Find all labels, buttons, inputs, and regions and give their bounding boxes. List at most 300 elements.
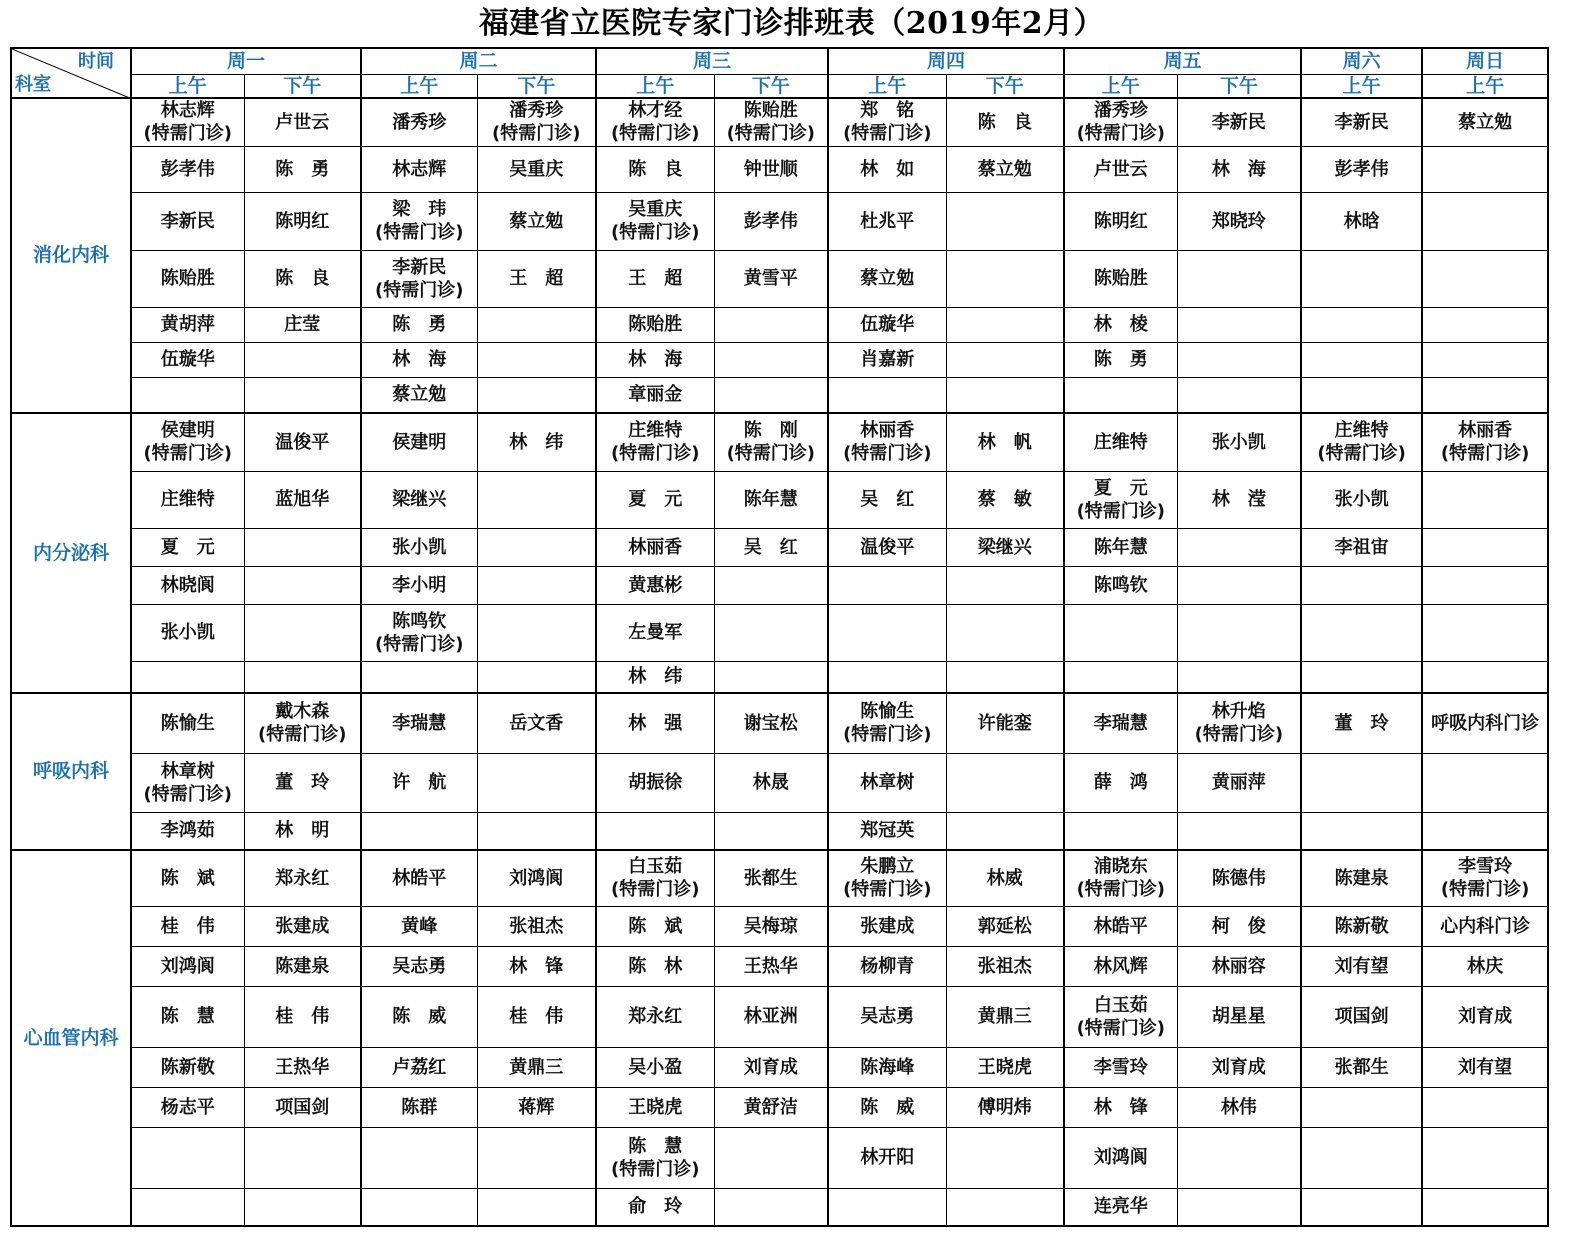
doctor-cell: 林晟 [714,753,828,812]
doctor-cell: 陈 勇 [244,146,361,192]
doctor-cell: 项国剑 [244,1087,361,1127]
doctor-cell: 黄惠彬 [596,566,714,604]
doctor-cell [244,377,361,413]
doctor-cell: 连亮华 [1064,1188,1177,1226]
doctor-cell: 肖嘉新 [828,342,946,377]
doctor-cell [244,528,361,566]
doctor-cell: 呼吸内科门诊 [1422,693,1548,753]
doctor-cell: 林 滢 [1177,471,1301,528]
day-header: 周日 [1422,48,1548,74]
doctor-cell: 陈鸣钦 [1064,566,1177,604]
doctor-cell [596,812,714,850]
doctor-cell [1301,566,1422,604]
doctor-cell [714,1127,828,1188]
doctor-cell [244,661,361,693]
doctor-cell: 黄舒洁 [714,1087,828,1127]
doctor-cell [131,661,244,693]
doctor-cell [1422,342,1548,377]
doctor-cell: 陈 威 [828,1087,946,1127]
doctor-cell: 杨柳青 [828,946,946,986]
doctor-cell: 蔡立勉 [361,377,477,413]
doctor-cell: 彭孝伟 [1301,146,1422,192]
doctor-cell: 林 如 [828,146,946,192]
doctor-cell: 庄维特 [131,471,244,528]
slot-header: 上午 [1301,74,1422,98]
doctor-cell [946,1127,1064,1188]
table-row [11,250,1548,307]
doctor-cell: 陈贻胜 [596,307,714,342]
table-row [11,661,1548,693]
doctor-cell: 张祖杰 [477,906,596,946]
day-header: 周六 [1301,48,1422,74]
doctor-cell: 林开阳 [828,1127,946,1188]
doctor-cell [1422,812,1548,850]
doctor-cell: 陈 良 [946,98,1064,146]
day-header: 周四 [828,48,1064,74]
doctor-cell: 黄胡萍 [131,307,244,342]
doctor-cell: 伍璇华 [828,307,946,342]
doctor-cell: 董 玲 [1301,693,1422,753]
doctor-cell: 林 强 [596,693,714,753]
doctor-cell: 桂 伟 [244,986,361,1047]
doctor-cell: 岳文香 [477,693,596,753]
doctor-cell: 陈鸣钦 (特需门诊) [361,604,477,661]
slot-header: 上午 [596,74,714,98]
doctor-cell [1422,604,1548,661]
doctor-cell: 伍璇华 [131,342,244,377]
doctor-cell: 王晓虎 [946,1047,1064,1087]
doctor-cell: 黄鼎三 [477,1047,596,1087]
day-header: 周二 [361,48,596,74]
doctor-cell: 林伟 [1177,1087,1301,1127]
doctor-cell [477,604,596,661]
doctor-cell [1422,471,1548,528]
doctor-cell: 项国剑 [1301,986,1422,1047]
doctor-cell: 柯 俊 [1177,906,1301,946]
doctor-cell [361,1127,477,1188]
doctor-cell: 陈 刚 (特需门诊) [714,413,828,471]
doctor-cell: 浦晓东 (特需门诊) [1064,850,1177,906]
doctor-cell: 林 锋 [1064,1087,1177,1127]
doctor-cell: 陈愉生 [131,693,244,753]
doctor-cell: 庄维特 [1064,413,1177,471]
doctor-cell: 黄鼎三 [946,986,1064,1047]
doctor-cell: 杜兆平 [828,192,946,250]
doctor-cell: 潘秀珍 [361,98,477,146]
doctor-cell: 林亚洲 [714,986,828,1047]
doctor-cell: 章丽金 [596,377,714,413]
slot-header: 下午 [946,74,1064,98]
doctor-cell: 林 棱 [1064,307,1177,342]
doctor-cell: 林丽容 [1177,946,1301,986]
doctor-cell: 陈年慧 [1064,528,1177,566]
doctor-cell: 林丽香 (特需门诊) [1422,413,1548,471]
doctor-cell: 刘育成 [714,1047,828,1087]
doctor-cell: 左曼军 [596,604,714,661]
slot-header: 下午 [714,74,828,98]
doctor-cell: 庄莹 [244,307,361,342]
table-row [11,812,1548,850]
doctor-cell: 陈 斌 [596,906,714,946]
doctor-cell [1177,342,1301,377]
doctor-cell: 蔡立勉 [477,192,596,250]
table-row [11,906,1548,946]
slot-header: 下午 [1177,74,1301,98]
table-row [11,528,1548,566]
doctor-cell: 李小明 [361,566,477,604]
doctor-cell [1177,307,1301,342]
doctor-cell: 许 航 [361,753,477,812]
doctor-cell: 潘秀珍 (特需门诊) [477,98,596,146]
doctor-cell: 林晓阆 [131,566,244,604]
doctor-cell: 李新民 (特需门诊) [361,250,477,307]
doctor-cell: 林章树 (特需门诊) [131,753,244,812]
doctor-cell [477,342,596,377]
doctor-cell: 陈明红 [1064,192,1177,250]
doctor-cell [1301,377,1422,413]
department-name: 心血管内科 [11,850,131,1226]
doctor-cell: 白玉茹 (特需门诊) [1064,986,1177,1047]
table-row [11,146,1548,192]
doctor-cell [946,192,1064,250]
doctor-cell: 陈 慧 (特需门诊) [596,1127,714,1188]
doctor-cell [1422,377,1548,413]
doctor-cell [946,377,1064,413]
doctor-cell: 陈新敬 [1301,906,1422,946]
doctor-cell: 林 纬 [596,661,714,693]
doctor-cell [244,342,361,377]
doctor-cell: 卢荔红 [361,1047,477,1087]
doctor-cell: 心内科门诊 [1422,906,1548,946]
department-name: 呼吸内科 [11,693,131,850]
doctor-cell [1422,566,1548,604]
doctor-cell: 陈明红 [244,192,361,250]
doctor-cell: 张建成 [828,906,946,946]
doctor-cell [1177,604,1301,661]
schedule-table [10,47,1549,1227]
doctor-cell: 庄维特 (特需门诊) [1301,413,1422,471]
doctor-cell: 白玉茹 (特需门诊) [596,850,714,906]
doctor-cell [1177,566,1301,604]
doctor-cell [131,1188,244,1226]
table-row [11,850,1548,906]
doctor-cell: 陈新敬 [131,1047,244,1087]
doctor-cell [1301,1127,1422,1188]
doctor-cell [131,1127,244,1188]
doctor-cell: 林晗 [1301,192,1422,250]
doctor-cell: 潘秀珍 (特需门诊) [1064,98,1177,146]
doctor-cell: 黄峰 [361,906,477,946]
doctor-cell: 陈愉生 (特需门诊) [828,693,946,753]
doctor-cell: 庄维特 (特需门诊) [596,413,714,471]
doctor-cell: 蔡立勉 [946,146,1064,192]
doctor-cell [1177,1127,1301,1188]
doctor-cell: 李雪玲 [1064,1047,1177,1087]
doctor-cell [1422,192,1548,250]
doctor-cell [714,604,828,661]
doctor-cell: 陈群 [361,1087,477,1127]
doctor-cell [1177,528,1301,566]
doctor-cell: 刘鸿阆 [1064,1127,1177,1188]
doctor-cell: 俞 玲 [596,1188,714,1226]
doctor-cell: 陈 慧 [131,986,244,1047]
department-name: 消化内科 [11,98,131,413]
doctor-cell: 彭孝伟 [131,146,244,192]
doctor-cell [1301,1188,1422,1226]
doctor-cell: 吴志勇 [828,986,946,1047]
doctor-cell [477,377,596,413]
doctor-cell: 吴梅琼 [714,906,828,946]
doctor-cell: 林庆 [1422,946,1548,986]
doctor-cell: 张都生 [1301,1047,1422,1087]
doctor-cell: 郑晓玲 [1177,192,1301,250]
corner-dept-label: 科室 [15,74,51,95]
doctor-cell: 侯建明 (特需门诊) [131,413,244,471]
table-row [11,946,1548,986]
doctor-cell: 林才经 (特需门诊) [596,98,714,146]
doctor-cell: 李祖宙 [1301,528,1422,566]
doctor-cell: 杨志平 [131,1087,244,1127]
doctor-cell [1301,1087,1422,1127]
doctor-cell [828,604,946,661]
doctor-cell [1422,1127,1548,1188]
doctor-cell: 桂 伟 [477,986,596,1047]
doctor-cell: 吴小盈 [596,1047,714,1087]
doctor-cell: 钟世顺 [714,146,828,192]
doctor-cell: 陈贻胜 (特需门诊) [714,98,828,146]
doctor-cell: 张小凯 [1301,471,1422,528]
doctor-cell: 董 玲 [244,753,361,812]
doctor-cell: 林 海 [361,342,477,377]
doctor-cell [714,307,828,342]
doctor-cell [714,342,828,377]
doctor-cell: 蔡立勉 [828,250,946,307]
doctor-cell: 林丽香 [596,528,714,566]
doctor-cell [946,604,1064,661]
doctor-cell: 陈 斌 [131,850,244,906]
slot-header: 上午 [1064,74,1177,98]
doctor-cell: 张小凯 [1177,413,1301,471]
doctor-cell: 刘有望 [1301,946,1422,986]
doctor-cell: 陈建泉 [244,946,361,986]
doctor-cell: 郑 铭 (特需门诊) [828,98,946,146]
doctor-cell: 夏 元 [596,471,714,528]
doctor-cell [1301,342,1422,377]
doctor-cell: 林 帆 [946,413,1064,471]
day-header: 周一 [131,48,361,74]
doctor-cell [714,377,828,413]
doctor-cell [1177,250,1301,307]
table-row [11,1188,1548,1226]
doctor-cell: 许能銮 [946,693,1064,753]
doctor-cell [361,661,477,693]
doctor-cell: 陈德伟 [1177,850,1301,906]
doctor-cell: 王热华 [714,946,828,986]
doctor-cell [714,1188,828,1226]
doctor-cell [477,753,596,812]
doctor-cell [477,307,596,342]
doctor-cell: 胡振徐 [596,753,714,812]
header-row-slots [11,74,1548,98]
doctor-cell: 王热华 [244,1047,361,1087]
header-corner [11,48,131,98]
doctor-cell: 李新民 [1301,98,1422,146]
doctor-cell: 张小凯 [131,604,244,661]
doctor-cell: 陈 勇 [361,307,477,342]
doctor-cell: 刘鸿阆 [131,946,244,986]
doctor-cell [1301,250,1422,307]
table-row [11,753,1548,812]
doctor-cell: 黄丽萍 [1177,753,1301,812]
table-row [11,1047,1548,1087]
doctor-cell: 林 海 [1177,146,1301,192]
doctor-cell: 黄雪平 [714,250,828,307]
doctor-cell: 胡星星 [1177,986,1301,1047]
doctor-cell: 蓝旭华 [244,471,361,528]
doctor-cell [477,812,596,850]
doctor-cell: 李鸿茹 [131,812,244,850]
day-header: 周三 [596,48,828,74]
table-row [11,1087,1548,1127]
doctor-cell: 蒋辉 [477,1087,596,1127]
doctor-cell [1422,250,1548,307]
doctor-cell: 刘鸿阆 [477,850,596,906]
doctor-cell: 林志辉 [361,146,477,192]
slot-header: 上午 [828,74,946,98]
doctor-cell: 梁 玮 (特需门诊) [361,192,477,250]
doctor-cell: 梁继兴 [946,528,1064,566]
slot-header: 下午 [477,74,596,98]
doctor-cell [828,566,946,604]
slot-header: 上午 [1422,74,1548,98]
day-header: 周五 [1064,48,1301,74]
table-row [11,342,1548,377]
table-row [11,377,1548,413]
doctor-cell: 陈建泉 [1301,850,1422,906]
table-row [11,986,1548,1047]
doctor-cell [1064,812,1177,850]
doctor-cell [1064,377,1177,413]
doctor-cell: 吴 红 [714,528,828,566]
doctor-cell: 夏 元 (特需门诊) [1064,471,1177,528]
table-row [11,413,1548,471]
doctor-cell [361,812,477,850]
doctor-cell [1422,528,1548,566]
doctor-cell: 陈海峰 [828,1047,946,1087]
doctor-cell [828,377,946,413]
doctor-cell: 陈 良 [244,250,361,307]
doctor-cell [1064,661,1177,693]
doctor-cell: 傅明炜 [946,1087,1064,1127]
doctor-cell [714,661,828,693]
doctor-cell [1177,377,1301,413]
doctor-cell: 林章树 [828,753,946,812]
doctor-cell [1301,753,1422,812]
doctor-cell [946,250,1064,307]
header-row-days [11,48,1548,74]
doctor-cell: 林 海 [596,342,714,377]
doctor-cell: 蔡 敏 [946,471,1064,528]
doctor-cell [477,566,596,604]
table-row [11,566,1548,604]
doctor-cell: 卢世云 [1064,146,1177,192]
table-row [11,471,1548,528]
doctor-cell [714,566,828,604]
doctor-cell: 李新民 [131,192,244,250]
corner-time-label: 时间 [78,51,114,72]
table-row [11,192,1548,250]
doctor-cell: 温俊平 [828,528,946,566]
doctor-cell [477,1127,596,1188]
slot-header: 上午 [361,74,477,98]
doctor-cell [477,661,596,693]
doctor-cell [946,1188,1064,1226]
doctor-cell: 侯建明 [361,413,477,471]
doctor-cell: 林 纬 [477,413,596,471]
doctor-cell: 蔡立勉 [1422,98,1548,146]
doctor-cell: 薛 鸿 [1064,753,1177,812]
doctor-cell [1422,1087,1548,1127]
doctor-cell: 张祖杰 [946,946,1064,986]
doctor-cell [477,1188,596,1226]
doctor-cell: 李瑞慧 [1064,693,1177,753]
doctor-cell: 王 超 [477,250,596,307]
doctor-cell: 彭孝伟 [714,192,828,250]
doctor-cell: 李雪玲 (特需门诊) [1422,850,1548,906]
doctor-cell [244,566,361,604]
doctor-cell [477,471,596,528]
doctor-cell: 张建成 [244,906,361,946]
doctor-cell: 刘育成 [1422,986,1548,1047]
slot-header: 上午 [131,74,244,98]
doctor-cell: 陈贻胜 [1064,250,1177,307]
doctor-cell: 梁继兴 [361,471,477,528]
doctor-cell: 李瑞慧 [361,693,477,753]
doctor-cell: 桂 伟 [131,906,244,946]
slot-header: 下午 [244,74,361,98]
table-row [11,307,1548,342]
doctor-cell: 戴木森 (特需门诊) [244,693,361,753]
doctor-cell [1301,604,1422,661]
doctor-cell: 林风辉 [1064,946,1177,986]
doctor-cell: 王 超 [596,250,714,307]
doctor-cell [1177,1188,1301,1226]
doctor-cell: 陈 勇 [1064,342,1177,377]
doctor-cell [1422,661,1548,693]
doctor-cell: 张小凯 [361,528,477,566]
doctor-cell: 吴重庆 (特需门诊) [596,192,714,250]
doctor-cell [131,377,244,413]
doctor-cell: 李新民 [1177,98,1301,146]
doctor-cell: 陈 良 [596,146,714,192]
table-row [11,1127,1548,1188]
doctor-cell: 郭延松 [946,906,1064,946]
doctor-cell: 朱鹏立 (特需门诊) [828,850,946,906]
doctor-cell: 陈 林 [596,946,714,986]
doctor-cell [361,1188,477,1226]
doctor-cell: 林丽香 (特需门诊) [828,413,946,471]
doctor-cell: 吴志勇 [361,946,477,986]
doctor-cell: 林威 [946,850,1064,906]
doctor-cell: 林志辉 (特需门诊) [131,98,244,146]
doctor-cell [828,1188,946,1226]
doctor-cell: 刘有望 [1422,1047,1548,1087]
doctor-cell [946,753,1064,812]
doctor-cell [1301,307,1422,342]
doctor-cell [1064,604,1177,661]
doctor-cell [946,307,1064,342]
doctor-cell: 林皓平 [1064,906,1177,946]
